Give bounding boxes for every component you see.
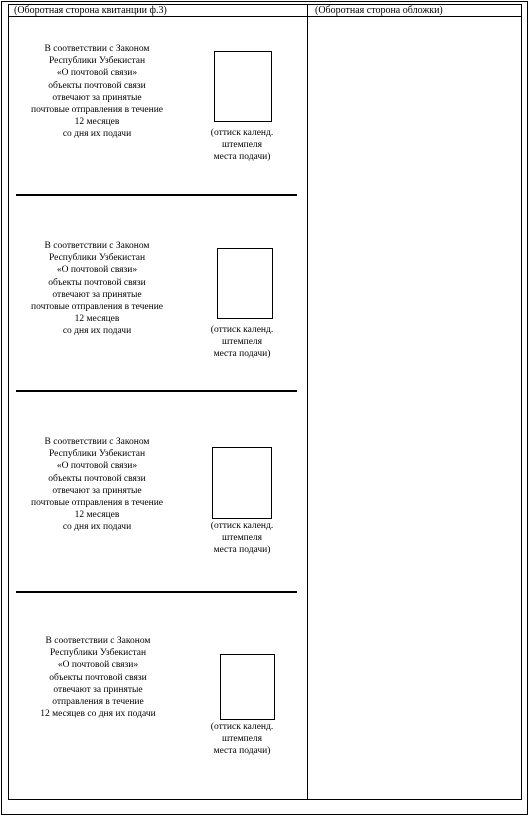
text-line: 12 месяцев со дня их подачи — [40, 709, 156, 720]
text-line: со дня их подачи — [62, 522, 132, 533]
text-line: 12 месяцев — [74, 117, 120, 128]
left-column-header: (Оборотная сторона квитанции ф.3) — [14, 5, 167, 16]
stamp-caption — [197, 721, 287, 758]
liability-notice-section — [9, 410, 307, 605]
text-line: 12 месяцев — [74, 510, 120, 521]
stamp-box — [220, 654, 275, 720]
section-divider — [16, 390, 297, 392]
stamp-box — [217, 248, 273, 319]
text-line: объекты почтовой связи — [49, 672, 147, 683]
liability-notice-section — [9, 17, 307, 212]
text-line: Республики Узбекистан — [49, 648, 147, 659]
text-line: отправления в течение — [52, 697, 144, 708]
text-line: «О почтовой связи» — [56, 265, 138, 276]
text-line: почтовые отправления в течение — [30, 302, 164, 313]
text-line: отвечают за принятые — [52, 92, 142, 103]
caption-line: штемпеля — [221, 337, 263, 348]
caption-line: места подачи) — [213, 152, 271, 163]
text-line: В соответствии с Законом — [44, 241, 150, 251]
stamp-caption — [197, 324, 287, 361]
caption-line: (оттиск календ. — [210, 722, 274, 732]
stamp-caption — [197, 520, 287, 557]
text-line: В соответствии с Законом — [44, 437, 150, 447]
liability-notice-section — [9, 607, 307, 802]
text-line: почтовые отправления в течение — [30, 105, 164, 116]
stamp-caption — [197, 127, 287, 164]
caption-line: места подачи) — [213, 545, 271, 556]
text-line: В соответствии с Законом — [45, 636, 151, 646]
caption-line: штемпеля — [221, 140, 263, 151]
text-line: Республики Узбекистан — [48, 449, 146, 460]
stamp-box — [214, 51, 272, 122]
section-divider — [16, 194, 297, 196]
text-line: почтовые отправления в течение — [30, 498, 164, 509]
liability-notice-text — [12, 43, 182, 141]
text-line: В соответствии с Законом — [44, 44, 150, 54]
text-line: объекты почтовой связи — [48, 473, 146, 484]
text-line: со дня их подачи — [62, 129, 132, 140]
liability-notice-section — [9, 214, 307, 409]
text-line: отвечают за принятые — [52, 289, 142, 300]
text-line: Республики Узбекистан — [48, 253, 146, 264]
text-line: 12 месяцев — [74, 314, 120, 325]
section-divider — [16, 591, 297, 593]
caption-line: (оттиск календ. — [210, 521, 274, 531]
caption-line: штемпеля — [221, 533, 263, 544]
caption-line: места подачи) — [213, 349, 271, 360]
text-line: отвечают за принятые — [52, 485, 142, 496]
liability-notice-text — [12, 240, 182, 338]
text-line: «О почтовой связи» — [56, 68, 138, 79]
liability-notice-text — [12, 436, 182, 534]
stamp-box — [212, 447, 272, 519]
text-line: отвечают за принятые — [53, 684, 143, 695]
form-table — [8, 4, 522, 800]
right-column-header: (Оборотная сторона обложки) — [315, 5, 443, 16]
text-line: со дня их подачи — [62, 326, 132, 337]
page-frame — [1, 1, 528, 815]
caption-line: штемпеля — [221, 734, 263, 745]
caption-line: (оттиск календ. — [210, 128, 274, 138]
text-line: Республики Узбекистан — [48, 56, 146, 67]
column-divider — [307, 5, 308, 799]
caption-line: места подачи) — [213, 746, 271, 757]
text-line: «О почтовой связи» — [57, 660, 139, 671]
text-line: объекты почтовой связи — [48, 80, 146, 91]
text-line: «О почтовой связи» — [56, 461, 138, 472]
text-line: объекты почтовой связи — [48, 277, 146, 288]
caption-line: (оттиск календ. — [210, 325, 274, 335]
liability-notice-text — [13, 635, 183, 720]
